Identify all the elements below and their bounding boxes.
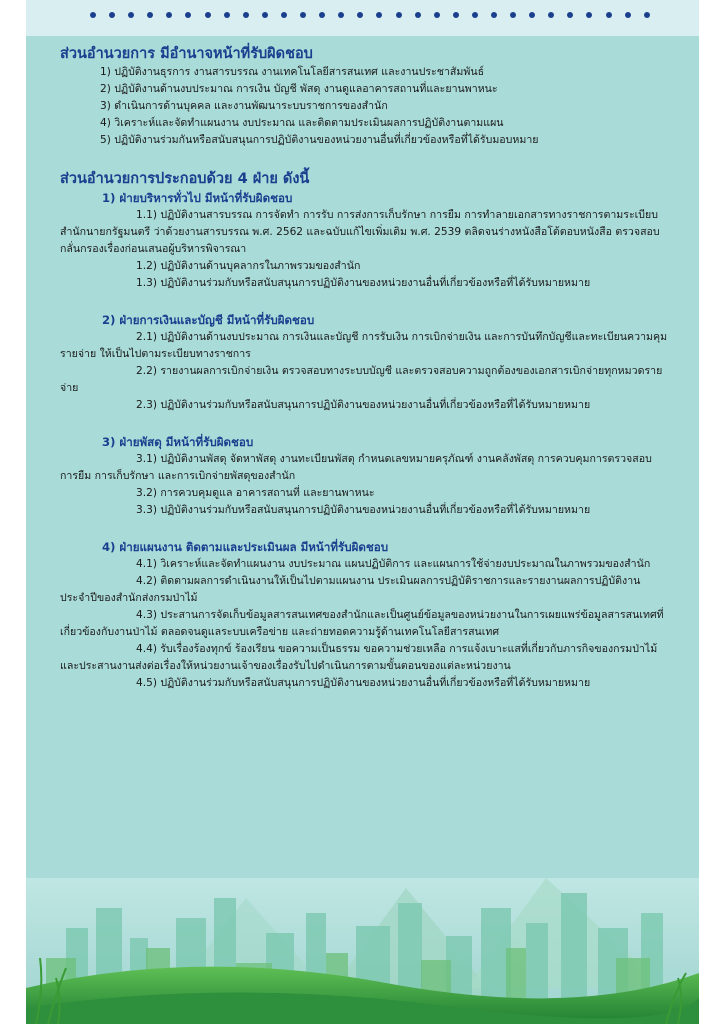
duty-paragraph: 1.2) ปฏิบัติงานด้านบุคลากรในภาพรวมของสำนัก (136, 260, 361, 272)
duty-paragraph: 3.3) ปฏิบัติงานร่วมกับหรือสนับสนุนการปฏิบัติงานของหน่วยงานอื่นที่เกี่ยวข้องหรือที่ได้รับหมายหมาย (136, 504, 591, 516)
division-heading-general-admin: 1) ฝ่ายบริหารทั่วไป มีหน้าที่รับผิดชอบ (102, 191, 293, 205)
duty-paragraph: 3.1) ปฏิบัติงานพัสดุ จัดหาพัสดุ งานทะเบียนพัสดุ กำหนดเลขหมายครุภัณฑ์ งานคลังพัสดุ การควบคุมการตรวจสอบ การยืม การเก็บรักษา และการเบิกจ่ายพัสดุของสำนัก (60, 453, 652, 482)
dot-row-decoration (90, 12, 650, 18)
authority-item: 4) วิเคราะห์และจัดทำแผนงาน งบประมาณ และติดตามประเมินผลการปฏิบัติงานตามแผน (100, 117, 504, 129)
duty-paragraph: 4.5) ปฏิบัติงานร่วมกับหรือสนับสนุนการปฏิบัติงานของหน่วยงานอื่นที่เกี่ยวข้องหรือที่ได้รับหมายหมาย (136, 677, 591, 689)
duty-paragraph: 2.3) ปฏิบัติงานร่วมกับหรือสนับสนุนการปฏิบัติงานของหน่วยงานอื่นที่เกี่ยวข้องหรือที่ได้รับหมายหมาย (136, 399, 591, 411)
authority-item: 2) ปฏิบัติงานด้านงบประมาณ การเงิน บัญชี พัสดุ งานดูแลอาคารสถานที่และยานพาหนะ (100, 83, 498, 95)
city-skyline-illustration (26, 878, 699, 1024)
duty-paragraph: 3.2) การควบคุมดูแล อาคารสถานที่ และยานพาหนะ (136, 487, 375, 499)
authority-item: 1) ปฏิบัติงานธุรการ งานสารบรรณ งานเทคโนโลยีสารสนเทศ และงานประชาสัมพันธ์ (100, 66, 485, 78)
authority-item: 5) ปฏิบัติงานร่วมกันหรือสนับสนุนการปฏิบัติงานของหน่วยงานอื่นที่เกี่ยวข้องหรือที่ได้รับมอบหมาย (100, 134, 539, 146)
duty-paragraph: 2.2) รายงานผลการเบิกจ่ายเงิน ตรวจสอบทางระบบบัญชี และตรวจสอบความถูกต้องของเอกสารเบิกจ่ายทุกหมวดรายจ่าย (60, 365, 663, 394)
top-band (26, 0, 699, 36)
duty-paragraph: 2.1) ปฏิบัติงานด้านงบประมาณ การเงินและบัญชี การรับเงิน การเบิกจ่ายเงิน และการบันทึกบัญชีและทะเบียนความคุมรายจ่าย ให้เป็นไปตามระเบียบทางราชการ (60, 331, 668, 360)
division-heading-supplies: 3) ฝ่ายพัสดุ มีหน้าที่รับผิดชอบ (102, 435, 254, 449)
document-content (60, 44, 670, 692)
division-heading-finance: 2) ฝ่ายการเงินและบัญชี มีหน้าที่รับผิดชอบ (102, 313, 315, 327)
duty-paragraph: 4.2) ติดตามผลการดำเนินงานให้เป็นไปตามแผนงาน ประเมินผลการปฏิบัติราชการและรายงานผลการปฏิบัติงานประจำปีของสำนักส่งกรมป่าไม้ (60, 575, 641, 604)
duty-paragraph: 4.3) ประสานการจัดเก็บข้อมูลสารสนเทศของสำนักและเป็นศูนย์ข้อมูลของหน่วยงานในการเผยแพร่ข้อมูลสารสนเทศที่เกี่ยวข้องกับงานป่าไม้ ตลอดจนดูแลระบบเครือข่าย และถ่ายทอดความรู้ด้านเทคโนโลยีสารสนเทศ (60, 609, 664, 638)
authority-item: 3) ดำเนินการด้านบุคคล และงานพัฒนาระบบราชการของสำนัก (100, 100, 388, 112)
duty-paragraph: 4.4) รับเรื่องร้องทุกข์ ร้องเรียน ขอความเป็นธรรม ขอความช่วยเหลือ การแจ้งเบาะแสที่เกี่ยวกับภารกิจของกรมป่าไม้ และประสานงานส่งต่อเรื่องให้หน่วยงานเจ้าของเรื่องรับไปดำเนินการตามขั้นตอนของแต่ละหน่วยงาน (60, 643, 658, 672)
duty-paragraph: 4.1) วิเคราะห์และจัดทำแผนงาน งบประมาณ แผนปฏิบัติการ และแผนการใช้จ่ายงบประมาณในภาพรวมของสำนัก (136, 558, 651, 570)
duty-paragraph: 1.1) ปฏิบัติงานสารบรรณ การจัดทำ การรับ การส่งการเก็บรักษา การยืม การทำลายเอกสารทางราชการตามระเบียบสำนักนายกรัฐมนตรี ว่าด้วยงานสารบรรณ พ.ศ. 2562 และฉบับแก้ไขเพิ่มเติม พ.ศ. 2539 ตลิดจนร่างหนังสือโต้ตอบหนังสือ ตรวจสอบกลั่นกรองเรื่องก่อนเสนอผู้บริหารพิจารณา (60, 209, 660, 255)
section-heading-divisions: ส่วนอำนวยการประกอบด้วย 4 ฝ่าย ดังนี้ (60, 171, 310, 187)
duty-paragraph: 1.3) ปฏิบัติงานร่วมกับหรือสนับสนุนการปฏิบัติงานของหน่วยงานอื่นที่เกี่ยวข้องหรือที่ได้รับหมายหมาย (136, 277, 591, 289)
section-heading-authority: ส่วนอำนวยการ มีอำนาจหน้าที่รับผิดชอบ (60, 46, 313, 62)
division-heading-planning: 4) ฝ่ายแผนงาน ติดตามและประเมินผล มีหน้าที่รับผิดชอบ (102, 540, 389, 554)
